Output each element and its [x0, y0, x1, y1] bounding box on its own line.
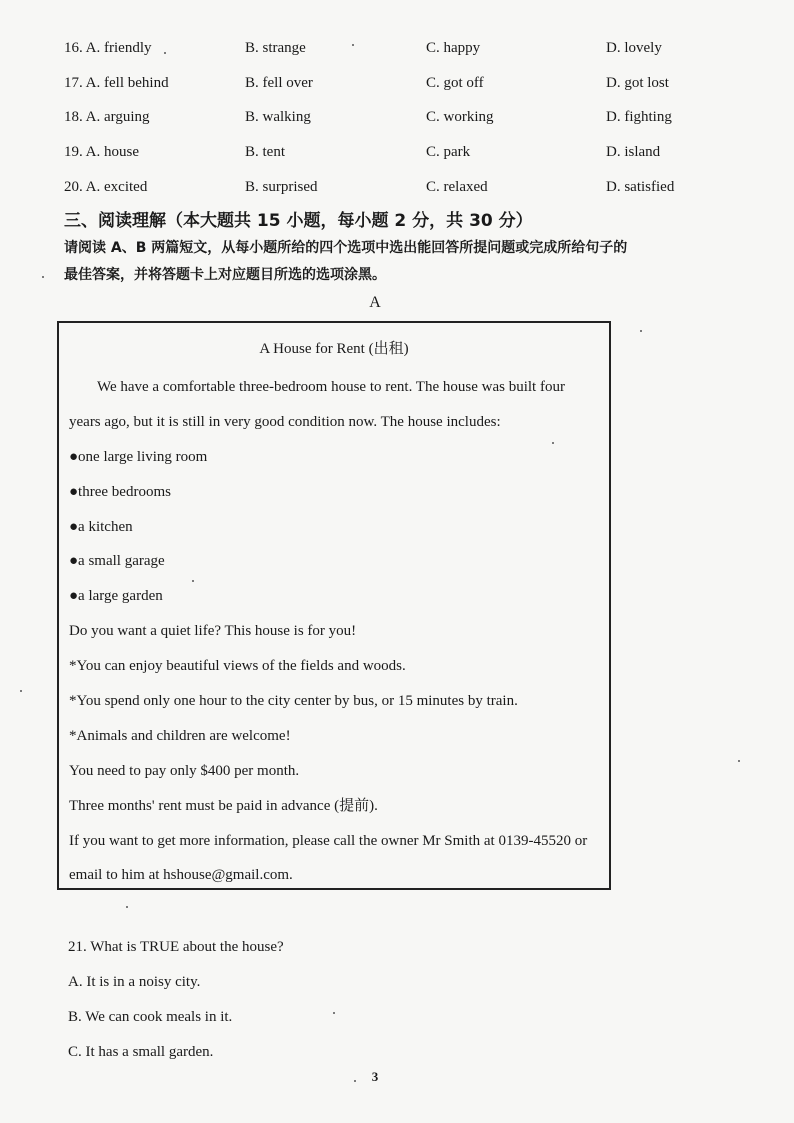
option-c: C. happy [426, 40, 481, 56]
option-b: B. tent [245, 144, 285, 161]
option-b: B. strange [245, 40, 306, 56]
passage-title: A House for Rent (出租) [259, 341, 409, 357]
option-a: 20. A. excited [64, 178, 148, 195]
passage-box [57, 321, 611, 890]
option-d: D. fighting [606, 109, 672, 126]
section-instructions [64, 235, 704, 289]
scan-speck [352, 44, 354, 46]
passage-line: Three months' rent must be paid in advance (提前). [69, 797, 378, 814]
option-row-17 [64, 71, 744, 106]
option-c: C. park [426, 144, 471, 161]
page-number: 3 [371, 1069, 379, 1084]
option-d: D. island [606, 144, 661, 161]
option-b: B. fell over [245, 74, 313, 91]
passage-body [69, 370, 604, 893]
passage-line: *You can enjoy beautiful views of the fields and woods. [69, 658, 406, 675]
passage-bullet: ●a kitchen [69, 518, 133, 535]
passage-line: If you want to get more information, please call the owner Mr Smith at 0139-45520 or [69, 832, 588, 849]
option-b: B. surprised [245, 178, 318, 195]
passage-line: You need to pay only $400 per month. [69, 762, 300, 779]
scan-speck [20, 690, 22, 692]
passage-bullet: ●a large garden [69, 588, 163, 605]
passage-label: A [369, 294, 381, 311]
option-a: 18. A. arguing [64, 109, 150, 126]
option-a: 16. A. friendly [64, 40, 152, 56]
passage-line: *You spend only one hour to the city center by bus, or 15 minutes by train. [69, 693, 518, 710]
passage-line: email to him at hshouse@gmail.com. [69, 867, 293, 884]
scan-speck [42, 276, 44, 278]
scan-speck [640, 330, 642, 332]
passage-bullet: ●three bedrooms [69, 483, 171, 500]
scan-speck [164, 52, 166, 54]
passage-bullet: ●a small garage [69, 553, 165, 570]
option-row-20 [64, 175, 744, 210]
option-row-16 [64, 36, 744, 71]
question-choice: A. It is in a noisy city. [68, 974, 201, 990]
scan-speck [738, 760, 740, 762]
passage-line: We have a comfortable three-bedroom house to rent. The house was built four [97, 379, 565, 395]
scan-speck [354, 1080, 356, 1082]
option-a: 17. A. fell behind [64, 74, 169, 91]
option-c: C. working [426, 109, 494, 126]
option-row-19 [64, 140, 744, 175]
option-row-18 [64, 105, 744, 140]
scan-speck [552, 442, 554, 444]
option-c: C. relaxed [426, 178, 488, 195]
question-21 [68, 933, 708, 1073]
option-a: 19. A. house [64, 144, 139, 161]
option-d: D. got lost [606, 74, 669, 91]
scan-speck [126, 906, 128, 908]
instruction-line: 请阅读 A、B 两篇短文，从每小题所给的四个选项中选出能回答所提问题或完成所给句子的 [64, 240, 628, 256]
scan-speck [333, 1012, 335, 1014]
passage-line: *Animals and children are welcome! [69, 727, 291, 744]
option-d: D. lovely [606, 40, 662, 56]
passage-line: Do you want a quiet life? This house is for you! [69, 623, 357, 640]
passage-bullet: ●one large living room [69, 448, 208, 465]
question-choice: B. We can cook meals in it. [68, 1009, 233, 1025]
question-stem: 21. What is TRUE about the house? [68, 939, 284, 955]
option-c: C. got off [426, 74, 484, 91]
option-d: D. satisfied [606, 178, 675, 195]
section-title: 三、阅读理解（本大题共 15 小题，每小题 2 分，共 30 分） [64, 211, 533, 231]
scan-speck [192, 580, 194, 582]
answer-options [64, 36, 744, 209]
option-b: B. walking [245, 109, 311, 126]
passage-line: years ago, but it is still in very good condition now. The house includes: [69, 413, 501, 430]
question-choice: C. It has a small garden. [68, 1044, 214, 1060]
instruction-line: 最佳答案，并将答题卡上对应题目所选的选项涂黑。 [64, 267, 386, 283]
